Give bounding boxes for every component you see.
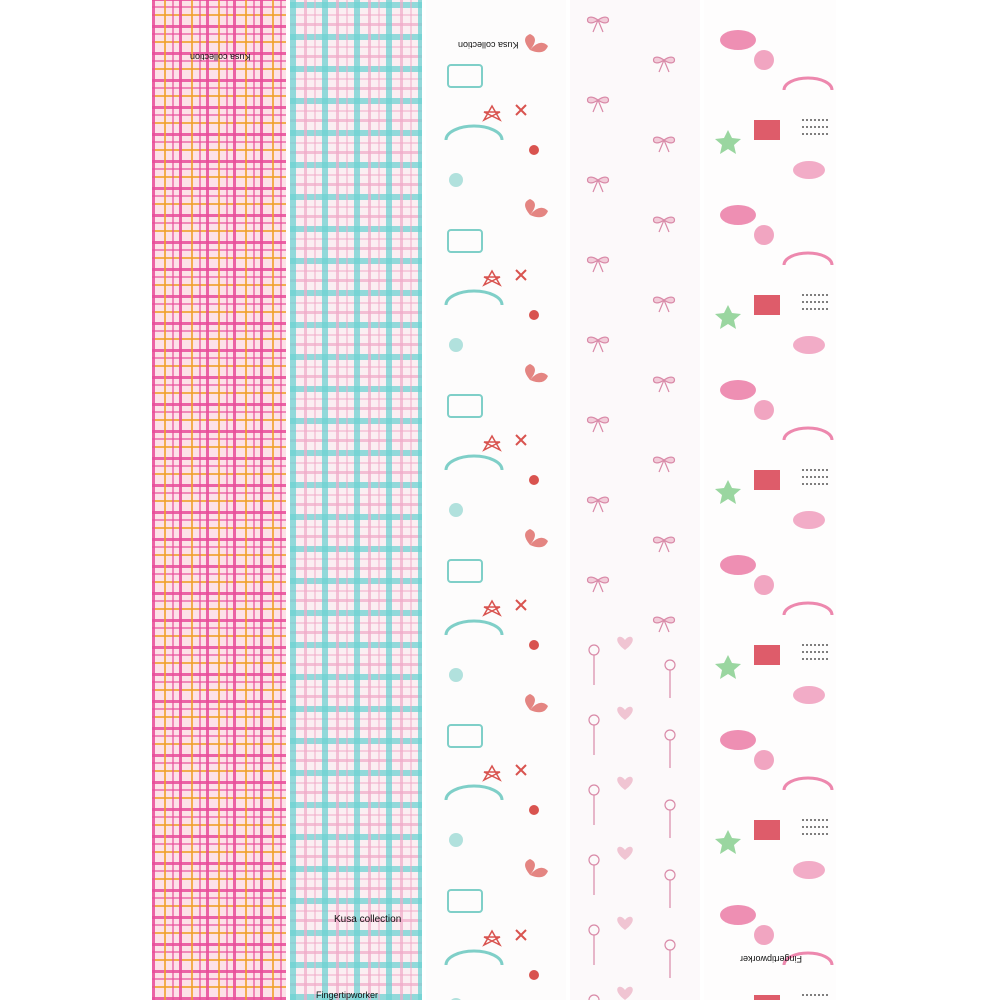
ballet-shoe-icon (720, 380, 756, 400)
gift-box-icon (754, 995, 780, 1000)
bow-icon (588, 497, 609, 512)
bow-icon (588, 257, 609, 272)
rainbow-icon (446, 126, 502, 140)
motif-group (446, 529, 548, 682)
footer-brand-label: Fingertipworker (740, 954, 803, 964)
flower-icon (516, 105, 526, 115)
rainbow-icon (446, 621, 502, 635)
brand-label: Kusa collection (458, 40, 519, 50)
bow-icon (588, 337, 609, 352)
ballet-shoe-icon (793, 861, 825, 879)
star-icon (484, 271, 500, 285)
rainbow-icon (446, 951, 502, 965)
apple-icon (529, 145, 539, 155)
ballet-shoe-icon (720, 30, 756, 50)
envelope-icon (448, 725, 482, 747)
heart-icon (617, 637, 633, 650)
ballet-motifs (704, 0, 836, 1000)
bow-icon (588, 17, 609, 32)
star-icon (715, 305, 741, 329)
rose-icon (754, 925, 774, 945)
brand-label: Kusa collection (190, 52, 251, 62)
snail-icon (449, 503, 463, 517)
motif-group (446, 34, 548, 187)
ballet-shoe-icon (720, 205, 756, 225)
envelope-icon (448, 230, 482, 252)
bow-icon (588, 97, 609, 112)
butterfly-icon (525, 859, 548, 877)
ballet-illustration-strip (704, 0, 836, 1000)
ballet-shoe-icon (793, 511, 825, 529)
bow-icon (588, 577, 609, 592)
bow-icon (654, 57, 675, 72)
star-icon (715, 655, 741, 679)
bow-icon (588, 417, 609, 432)
key-icon (665, 730, 675, 768)
key-icon (665, 940, 675, 978)
illustration-motifs (426, 0, 566, 1000)
key-icon (589, 785, 599, 825)
envelope-icon (448, 560, 482, 582)
snail-icon (449, 338, 463, 352)
ballet-shoe-icon (720, 555, 756, 575)
heart-icon (617, 777, 633, 790)
star-icon (715, 480, 741, 504)
star-icon (715, 830, 741, 854)
rose-icon (754, 400, 774, 420)
envelope-icon (448, 65, 482, 87)
rose-icon (754, 225, 774, 245)
heart-icon (617, 707, 633, 720)
bow-icon (654, 297, 675, 312)
key-icon (589, 925, 599, 965)
flower-icon (516, 270, 526, 280)
rainbow-icon (446, 456, 502, 470)
gift-box-icon (754, 645, 780, 665)
flower-icon (516, 765, 526, 775)
bow-icon (654, 537, 675, 552)
star-icon (484, 766, 500, 780)
fairy-tale-illustration-strip (426, 0, 566, 1000)
bow-icon (654, 137, 675, 152)
snail-icon (449, 668, 463, 682)
butterfly-icon (525, 694, 548, 712)
bow-icon (654, 377, 675, 392)
heart-icon (617, 917, 633, 930)
gift-box-icon (754, 470, 780, 490)
heart-icon (617, 847, 633, 860)
rose-icon (754, 750, 774, 770)
ballet-shoe-icon (720, 730, 756, 750)
flower-icon (516, 930, 526, 940)
bow-motifs (570, 0, 700, 1000)
ballet-shoe-icon (793, 161, 825, 179)
bow-icon (588, 177, 609, 192)
star-icon (484, 931, 500, 945)
key-icon (589, 995, 599, 1000)
footer-brand-label: Fingertipworker (316, 990, 379, 1000)
rose-icon (754, 575, 774, 595)
ballet-shoe-icon (793, 336, 825, 354)
brand-label: Kusa collection (334, 914, 402, 925)
bow-and-key-strip (570, 0, 700, 1000)
heart-icon (617, 987, 633, 1000)
flower-icon (516, 435, 526, 445)
envelope-icon (448, 890, 482, 912)
key-icon (589, 645, 599, 685)
ballet-shoe-icon (793, 686, 825, 704)
apple-icon (529, 475, 539, 485)
mint-pink-plaid-strip (290, 0, 422, 1000)
apple-icon (529, 805, 539, 815)
flower-icon (516, 600, 526, 610)
key-icon (665, 660, 675, 698)
key-icon (589, 855, 599, 895)
gift-box-icon (754, 295, 780, 315)
apple-icon (529, 970, 539, 980)
bow-icon (654, 457, 675, 472)
tutu-icon (784, 78, 832, 90)
motif-group (446, 694, 548, 847)
butterfly-icon (525, 529, 548, 547)
star-icon (715, 130, 741, 154)
bow-icon (654, 217, 675, 232)
butterfly-icon (525, 364, 548, 382)
star-icon (484, 106, 500, 120)
key-icon (665, 800, 675, 838)
envelope-icon (448, 395, 482, 417)
key-icon (589, 715, 599, 755)
motif-group (446, 199, 548, 352)
motif-group (446, 859, 548, 1000)
butterfly-icon (525, 34, 548, 52)
star-icon (484, 436, 500, 450)
tutu-icon (784, 253, 832, 265)
snail-icon (449, 833, 463, 847)
star-icon (484, 601, 500, 615)
apple-icon (529, 310, 539, 320)
tutu-icon (784, 428, 832, 440)
key-icon (665, 870, 675, 908)
ballet-shoe-icon (720, 905, 756, 925)
motif-group (446, 364, 548, 517)
rainbow-icon (446, 291, 502, 305)
rainbow-icon (446, 786, 502, 800)
butterfly-icon (525, 199, 548, 217)
bow-icon (654, 617, 675, 632)
snail-icon (449, 173, 463, 187)
gift-box-icon (754, 820, 780, 840)
rose-icon (754, 50, 774, 70)
gift-box-icon (754, 120, 780, 140)
pink-orange-plaid-strip (152, 0, 286, 1000)
apple-icon (529, 640, 539, 650)
tutu-icon (784, 778, 832, 790)
tutu-icon (784, 603, 832, 615)
